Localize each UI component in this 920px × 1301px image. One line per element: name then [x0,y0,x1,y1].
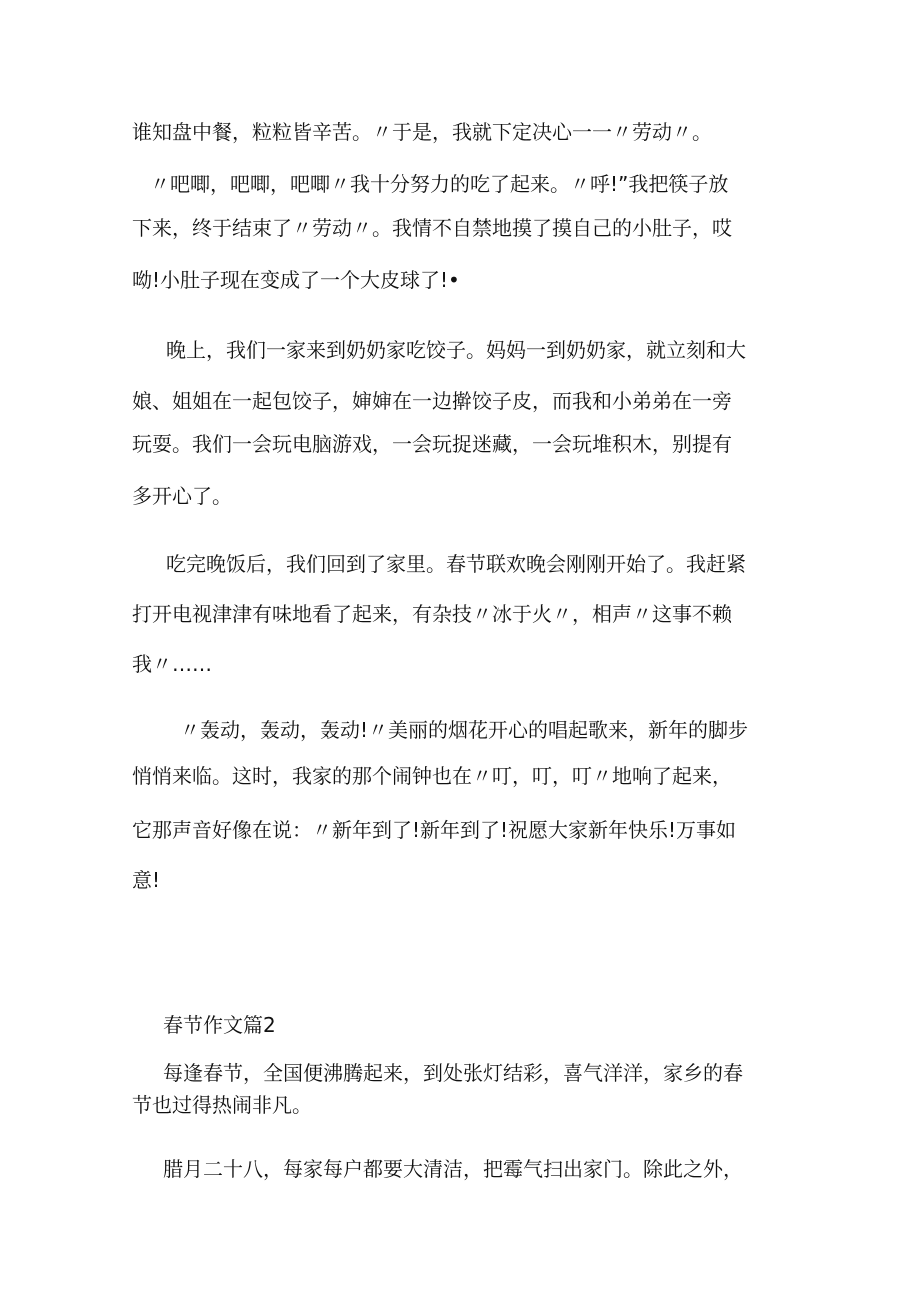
paragraph-line: 打开电视津津有味地看了起来，有杂技〃冰于火〃，相声〃这事不赖 [132,602,732,626]
paragraph-line: 〃轰动，轰动，轰动!〃美丽的烟花开心的唱起歌来，新年的脚步 [180,718,749,742]
paragraph-line: 腊月二十八，每家每户都要大清洁，把霉气扫出家门。除此之外， [163,1157,743,1181]
paragraph-line: 我〃…… [132,652,212,676]
paragraph-line: 〃吧唧，吧唧，吧唧〃我十分努力的吃了起来。〃呼!”我把筷子放 [150,172,729,196]
paragraph-line: 意! [132,868,161,892]
paragraph-line: 晚上，我们一家来到奶奶家吃饺子。妈妈一到奶奶家，就立刻和大 [166,338,746,362]
paragraph-line: 下来，终于结束了〃劳动〃。我情不自禁地摸了摸自己的小肚子，哎 [132,216,732,240]
paragraph-line: 娘、姐姐在一起包饺子，婶婶在一边擀饺子皮，而我和小弟弟在一旁 [132,389,732,413]
paragraph-line: 节也过得热闹非凡。 [132,1093,312,1117]
paragraph-line: 谁知盘中餐，粒粒皆辛苦。〃于是，我就下定决心一一〃劳动〃。 [132,120,712,144]
paragraph-line: 呦!小肚子现在变成了一个大皮球了!• [132,268,460,292]
paragraph-line: 吃完晚饭后，我们回到了家里。春节联欢晚会刚刚开始了。我赶紧 [166,552,746,576]
paragraph-line: 悄悄来临。这时，我家的那个闹钟也在〃叮，叮，叮〃地响了起来， [132,764,732,788]
section-heading: 春节作文篇2 [163,1013,276,1037]
paragraph-line: 每逢春节，全国便沸腾起来，到处张灯结彩，喜气洋洋，家乡的春 [163,1061,743,1085]
paragraph-line: 玩耍。我们一会玩电脑游戏，一会玩捉迷藏，一会玩堆积木，别提有 [132,432,732,456]
paragraph-line: 它那声音好像在说：〃新年到了!新年到了!祝愿大家新年快乐!万事如 [132,818,737,842]
paragraph-line: 多开心了。 [132,484,232,508]
